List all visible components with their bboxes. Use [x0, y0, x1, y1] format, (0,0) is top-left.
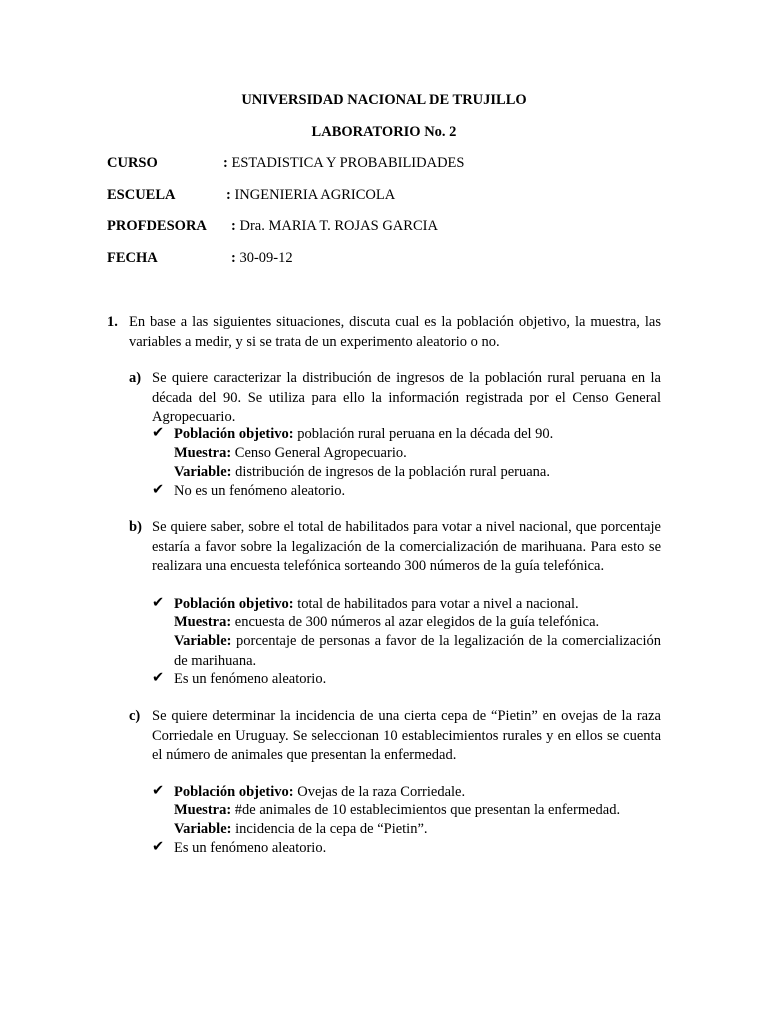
item-a-muestra: Muestra: Censo General Agropecuario.: [174, 445, 407, 461]
field-label: CURSO: [107, 155, 158, 171]
item-b-variable: Variable: porcentaje de personas a favor de la legalización de la comercialización de marihuana.: [174, 633, 661, 669]
item-b-poblacion: Población objetivo: total de habilitados para votar a nivel a nacional.: [174, 596, 579, 612]
item-c-aleatorio: Es un fenómeno aleatorio.: [174, 840, 327, 856]
field-value: : ESTADISTICA Y PROBABILIDADES: [223, 155, 465, 171]
check-icon: ✔: [152, 482, 165, 498]
item-c-text: Se quiere determinar la incidencia de una cierta cepa de “Pietin” en ovejas de la raza Corriedale en Uruguay. Se seleccionan 10 establecimientos rurales y en ellos se cuenta el número de animales que presentan la enfermedad.: [152, 708, 661, 763]
item-a-label: a): [129, 370, 142, 386]
field-label: FECHA: [107, 250, 158, 266]
field-value: : Dra. MARIA T. ROJAS GARCIA: [231, 218, 438, 234]
university-title: UNIVERSIDAD NACIONAL DE TRUJILLO: [241, 92, 527, 108]
field-value: : 30-09-12: [231, 250, 293, 266]
item-a-poblacion: Población objetivo: población rural peruana en la década del 90.: [174, 426, 554, 442]
question-number: 1.: [107, 314, 118, 330]
item-a-aleatorio: No es un fenómeno aleatorio.: [174, 483, 346, 499]
field-value: : INGENIERIA AGRICOLA: [226, 187, 396, 203]
question-text: En base a las siguientes situaciones, discuta cual es la población objetivo, la muestra, las variables a medir, y si se trata de un experimento aleatorio o no.: [129, 314, 661, 350]
item-c-variable: Variable: incidencia de la cepa de “Pietin”.: [174, 821, 428, 837]
item-a-text: Se quiere caracterizar la distribución de ingresos de la población rural peruana en la década del 90. Se utiliza para ello la información registrada por el Censo General Agropecuario.: [152, 370, 661, 425]
item-b-aleatorio: Es un fenómeno aleatorio.: [174, 671, 327, 687]
field-label: PROFDESORA: [107, 218, 207, 234]
check-icon: ✔: [152, 839, 165, 855]
item-a-variable: Variable: distribución de ingresos de la población rural peruana.: [174, 464, 550, 480]
item-c-label: c): [129, 708, 141, 724]
field-label: ESCUELA: [107, 187, 176, 203]
item-b-muestra: Muestra: encuesta de 300 números al azar elegidos de la guía telefónica.: [174, 614, 600, 630]
item-c-muestra: Muestra: #de animales de 10 establecimientos que presentan la enfermedad.: [174, 802, 621, 818]
lab-title: LABORATORIO No. 2: [311, 124, 457, 140]
check-icon: ✔: [152, 595, 165, 611]
item-b-text: Se quiere saber, sobre el total de habilitados para votar a nivel nacional, que porcentaje estaría a favor sobre la legalización de la comercialización de marihuana. Para esto se realizara una encuesta telefónica sorteando 300 números de la guía telefónica.: [152, 519, 661, 574]
check-icon: ✔: [152, 670, 165, 686]
item-b-label: b): [129, 519, 142, 535]
item-c-poblacion: Población objetivo: Ovejas de la raza Corriedale.: [174, 784, 466, 800]
check-icon: ✔: [152, 425, 165, 441]
check-icon: ✔: [152, 783, 165, 799]
